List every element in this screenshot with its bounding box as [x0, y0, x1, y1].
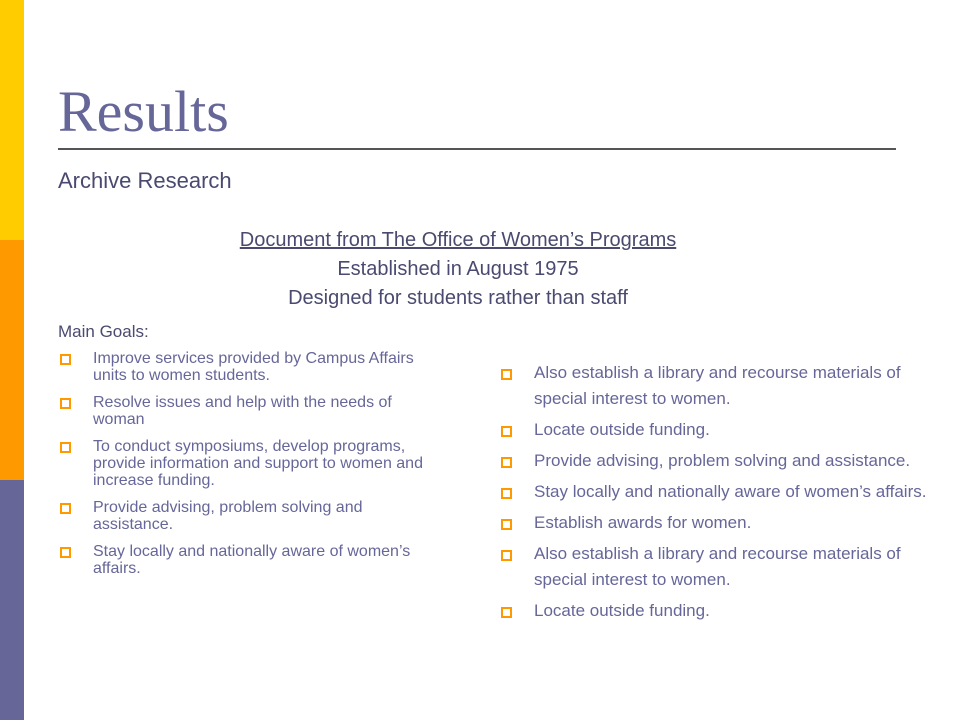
- left-bullet-list: [58, 350, 438, 587]
- bullet-text: Locate outside funding.: [534, 601, 710, 620]
- bullet-text: Also establish a library and recourse materials of special interest to women.: [534, 363, 901, 408]
- bullet-text: Locate outside funding.: [534, 420, 710, 439]
- hollow-square-bullet-icon: [501, 426, 512, 437]
- bullet-text: Improve services provided by Campus Affairs units to women students.: [93, 350, 414, 384]
- hollow-square-bullet-icon: [501, 519, 512, 530]
- list-item: [499, 448, 929, 474]
- list-item: [499, 510, 929, 536]
- hollow-square-bullet-icon: [60, 398, 71, 409]
- slide-subtitle: Archive Research: [58, 168, 232, 193]
- document-title: Document from The Office of Women’s Programs: [239, 229, 677, 251]
- bullet-text: Stay locally and nationally aware of women’s affairs.: [93, 543, 411, 577]
- list-item: [499, 417, 929, 443]
- list-item: [499, 598, 929, 624]
- list-item: [499, 541, 929, 593]
- list-item: [58, 543, 438, 577]
- goals-label: Main Goals:: [58, 322, 149, 341]
- list-item: [58, 350, 438, 384]
- list-item: [58, 438, 438, 489]
- side-bar-orange: [0, 240, 24, 480]
- hollow-square-bullet-icon: [501, 369, 512, 380]
- bullet-text: Provide advising, problem solving and assistance.: [93, 499, 363, 533]
- hollow-square-bullet-icon: [60, 547, 71, 558]
- hollow-square-bullet-icon: [60, 354, 71, 365]
- list-item: [58, 394, 438, 428]
- bullet-text: To conduct symposiums, develop programs, provide information and support to women and increase funding.: [93, 438, 423, 489]
- established-line: Established in August 1975: [337, 258, 579, 280]
- hollow-square-bullet-icon: [60, 503, 71, 514]
- list-item: [499, 360, 929, 412]
- document-info: [58, 226, 858, 313]
- slide-title: Results: [58, 79, 229, 144]
- hollow-square-bullet-icon: [501, 457, 512, 468]
- bullet-text: Provide advising, problem solving and assistance.: [534, 451, 911, 470]
- designed-for-line: Designed for students rather than staff: [288, 287, 628, 309]
- side-bar-yellow: [0, 0, 24, 240]
- bullet-text: Stay locally and nationally aware of women’s affairs.: [534, 482, 927, 501]
- side-bar-purple: [0, 480, 24, 720]
- hollow-square-bullet-icon: [501, 550, 512, 561]
- hollow-square-bullet-icon: [501, 488, 512, 499]
- right-bullet-list: [499, 360, 929, 629]
- list-item: [58, 499, 438, 533]
- list-item: [499, 479, 929, 505]
- hollow-square-bullet-icon: [60, 442, 71, 453]
- hollow-square-bullet-icon: [501, 607, 512, 618]
- bullet-text: Also establish a library and recourse materials of special interest to women.: [534, 544, 901, 589]
- title-divider: [58, 148, 896, 150]
- bullet-text: Resolve issues and help with the needs of woman: [93, 394, 392, 428]
- bullet-text: Establish awards for women.: [534, 513, 752, 532]
